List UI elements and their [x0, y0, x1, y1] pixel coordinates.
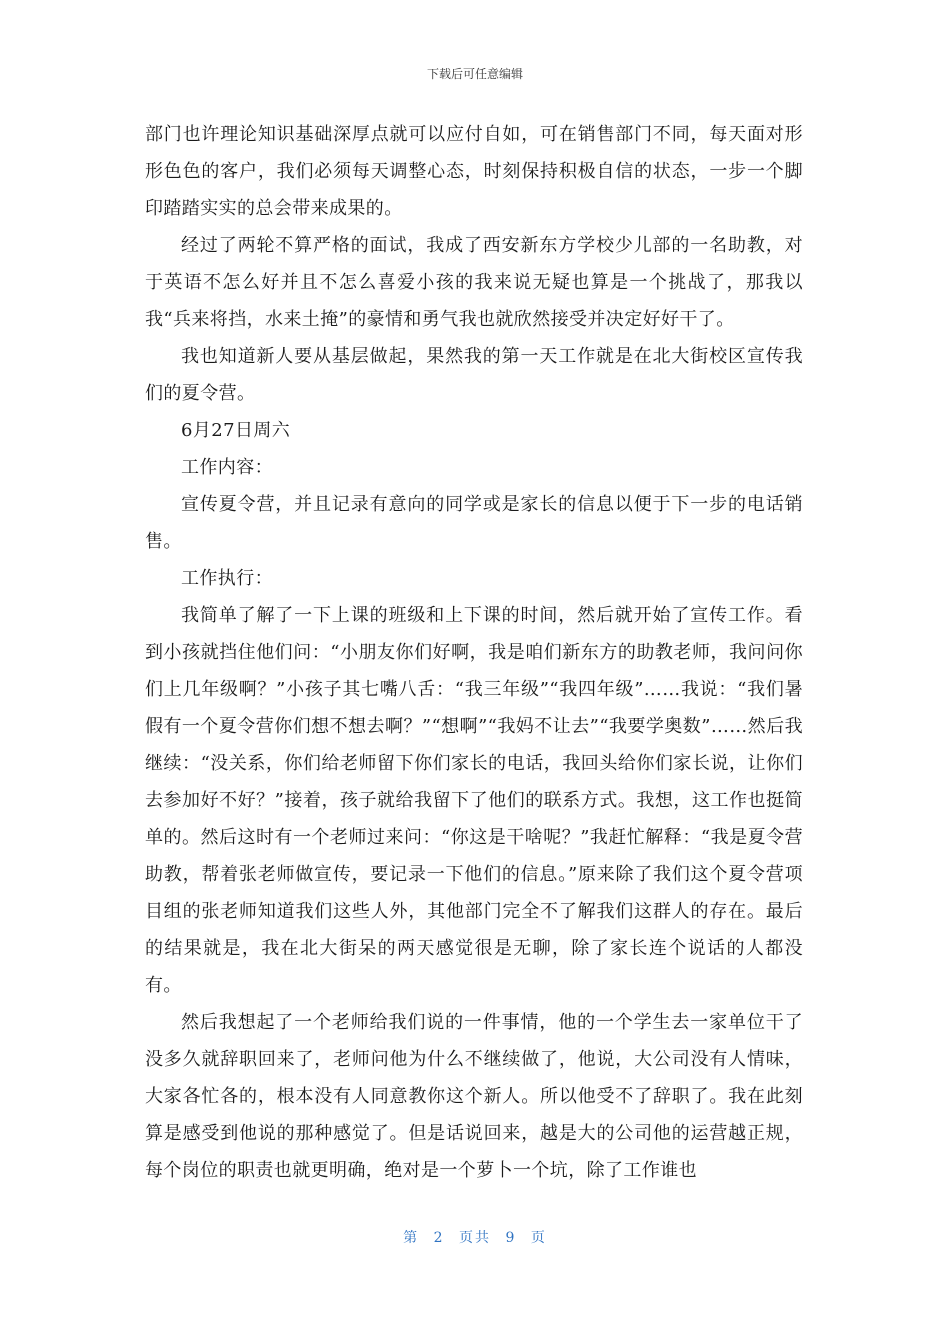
paragraph-continued: 部门也许理论知识基础深厚点就可以应付自如，可在销售部门不同，每天面对形形色色的客户，我们必须每天调整心态，时刻保持积极自信的状态，一步一个脚印踏踏实实的总会带来成果的。	[145, 124, 803, 219]
paragraph: 我简单了解了一下上课的班级和上下课的时间，然后就开始了宣传工作。看到小孩就挡住他们问：“小朋友你们好啊，我是咱们新东方的助教老师，我问问你们上几年级啊？”小孩子其七嘴八舌：“我三年级”“我四年级”……我说：“我们暑假有一个夏令营你们想不想去啊？”“想啊”“我妈不让去”“我要学奥数”……然后我继续：“没关系，你们给老师留下你们家长的电话，我回头给你们家长说，让你们去参加好不好？”接着，孩子就给我留下了他们的联系方式。我想，这工作也挺简单的。然后这时有一个老师过来问：“你这是干啥呢？”我赶忙解释：“我是夏令营助教，帮着张老师做宣传，要记录一下他们的信息。”原来除了我们这个夏令营项目组的张老师知道我们这些人外，其他部门完全不了解我们这群人的存在。最后的结果就是，我在北大街呆的两天感觉很是无聊，除了家长连个说话的人都没有。	[145, 605, 803, 996]
page-footer	[0, 1228, 950, 1248]
page-header	[0, 66, 950, 82]
section-heading-work-execution: 工作执行：	[181, 568, 273, 589]
paragraph: 我也知道新人要从基层做起，果然我的第一天工作就是在北大街校区宣传我们的夏令营。	[145, 346, 803, 404]
footer-prefix: 第	[403, 1230, 420, 1246]
footer-middle: 页共	[459, 1230, 491, 1246]
paragraph: 宣传夏令营，并且记录有意向的同学或是家长的信息以便于下一步的电话销售。	[145, 494, 803, 552]
footer-suffix: 页	[530, 1230, 547, 1246]
header-note: 下载后可任意编辑	[426, 67, 523, 81]
footer-current-page: 2	[433, 1230, 445, 1246]
paragraph: 然后我想起了一个老师给我们说的一件事情，他的一个学生去一家单位干了没多久就辞职回来了，老师问他为什么不继续做了，他说，大公司没有人情味，大家各忙各的，根本没有人同意教你这个新人。所以他受不了辞职了。我在此刻算是感受到他说的那种感觉了。但是话说回来，越是大的公司他的运营越正规，每个岗位的职责也就更明确，绝对是一个萝卜一个坑，除了工作谁也	[145, 1012, 803, 1181]
date-line: 6月27日周六	[181, 420, 291, 441]
footer-total-pages: 9	[505, 1230, 517, 1246]
paragraph: 经过了两轮不算严格的面试，我成了西安新东方学校少儿部的一名助教，对于英语不怎么好并且不怎么喜爱小孩的我来说无疑也算是一个挑战了，那我以我“兵来将挡，水来土掩”的豪情和勇气我也就欣然接受并决定好好干了。	[145, 235, 803, 330]
document-body	[145, 116, 803, 1189]
section-heading-work-content: 工作内容：	[181, 457, 273, 478]
